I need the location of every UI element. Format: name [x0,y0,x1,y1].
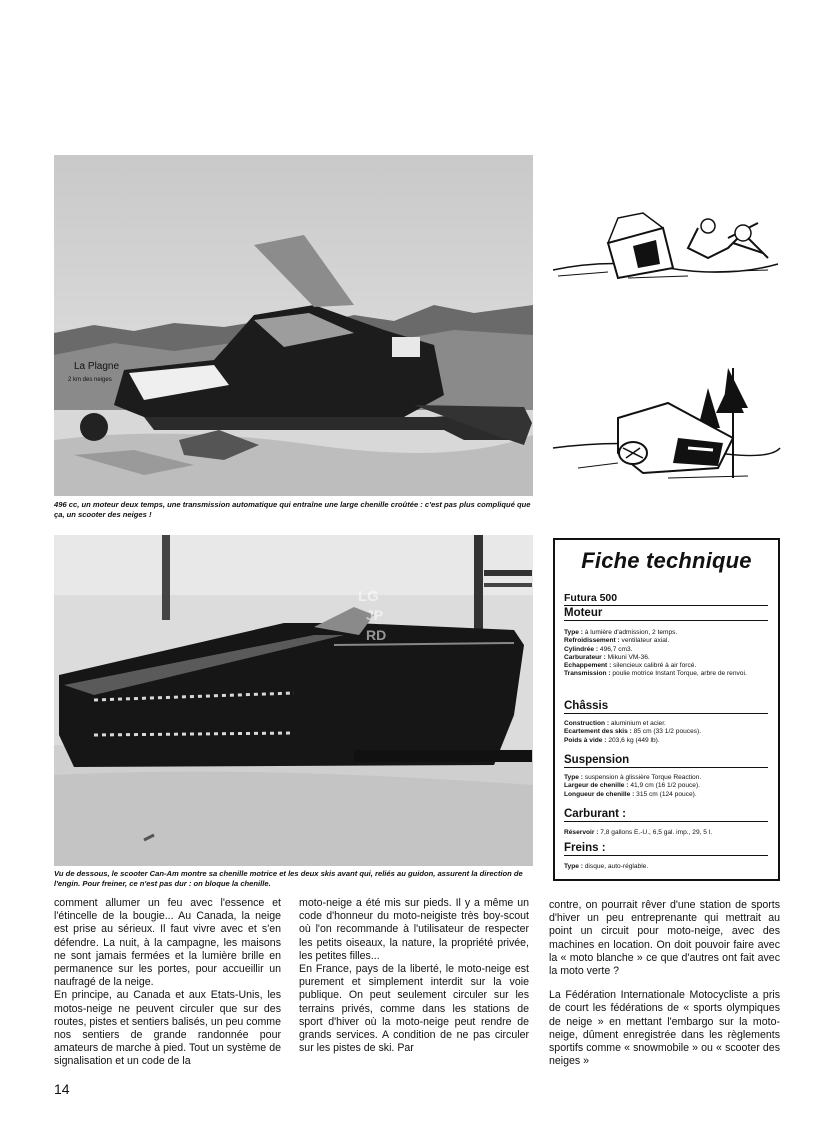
fiche-line: Type : à lumière d'admission, 2 temps. [564,629,678,636]
fiche-heading-suspension: Suspension [564,754,768,768]
sign-text-1: La Plagne [74,361,120,372]
body-paragraph: La Fédération Internationale Motocycliste a pris de court les fédérations de « sports olympiques de neige » en mettant l'embargo sur la moto-neige, dûment enregistrée dans les règlements sportifs comme « snowmobile » ou « scooter des neiges » [549,989,780,1068]
fiche-freins-lines [564,863,770,871]
fiche-line: Echappement : silencieux calibré à air forcé. [564,662,697,670]
fiche-line: Longueur de chenille : 315 cm (124 pouce). [564,790,697,798]
body-paragraph: moto-neige a été mis sur pieds. Il y a même un code d'honneur du moto-neigiste très boy-scout où l'on recommande à l'utilisateur de respecter les petits oiseaux, la nature, la propriété privée, les petites filles... [299,897,529,962]
fiche-technique-box [553,538,780,881]
fiche-line: Carburateur : Mikuni VM-36. [564,653,650,661]
fiche-line: Construction : aluminium et acier. [564,720,666,727]
illustration-crash [548,198,782,298]
fiche-heading-carburant: Carburant : [564,808,768,822]
photo-top-caption: 496 cc, un moteur deux temps, une transmission automatique qui entraîne une large chenille croûtée : c'est pas plus compliqué que ça, un scooter des neiges ! [54,500,531,519]
fiche-carburant-lines [564,829,770,837]
tree-crash-drawing [548,368,782,490]
body-paragraph: comment allumer un feu avec l'essence et l'étincelle de la bougie... Au Canada, la neige est prise au sérieux. Il faut vivre avec et s'en défendre. La nuit, à la campagne, les maisons ne sont jamais fermées et la lumière brille en permanence sur les portes, pour accueillir un naufragé de la neige. [54,897,281,989]
photo-snowmobile-underside [54,535,533,866]
fiche-line: Cylindrée : 496,7 cm3. [564,645,633,653]
fiche-line: Type : disque, auto-réglable. [564,863,649,870]
body-paragraph: En principe, au Canada et aux Etats-Unis, les motos-neige ne peuvent circuler que sur des routes, pistes et sentiers balisés, un peu comme nos sentiers de grande randonnée pour amateurs de marche à pied. Tout un système de signalisation et un code de la [54,989,281,1068]
fiche-line: Réservoir : 7,8 gallons E.-U., 6,5 gal. imp., 29, 5 l. [564,829,713,836]
watermark-line3: RD [366,627,387,643]
sign-text-2: 2 km des neiges [68,377,112,383]
fiche-line: Transmission : poulie motrice Instant Torque, arbre de renvoi. [564,670,747,678]
body-column-2 [299,897,529,1055]
snowmobile-underside-image [54,535,533,866]
illustration-tree-crash [548,368,782,490]
fiche-line: Ecartement des skis : 85 cm (33 1/2 pouces). [564,728,702,736]
body-paragraph: contre, on pourrait rêver d'une station de sports d'hiver un peu entreprenante qui mettrait au point un circuit pour moto-neige, avec des machines en location. On doit pouvoir faire avec la « moto blanche » ce que d'autres ont fait avec la moto verte ? [549,899,780,978]
page-number: 14 [54,1081,70,1097]
fiche-line: Largeur de chenille : 41,9 cm (16 1/2 pouce). [564,782,700,790]
fiche-model: Futura 500 [564,592,768,606]
body-paragraph: En France, pays de la liberté, le moto-neige est purement et simplement interdit sur la voie publique. On peut seulement circuler sur les terrains privés, comme dans les stations de sport d'hiver où la moto-neige peut rendre de grands services. A condition de ne pas circuler sur les pistes de ski. Par [299,963,529,1055]
crash-drawing [548,198,782,298]
snowmobile-side-image [54,155,533,496]
fiche-heading-freins: Freins : [564,842,768,856]
watermark-line2: JP [366,607,384,623]
photo-snowmobile-side [54,155,533,496]
body-column-1 [54,897,281,1069]
fiche-heading-chassis: Châssis [564,700,768,714]
body-column-3 [549,899,780,1068]
watermark-line1: LG [358,588,379,605]
fiche-line: Type : suspension à glissière Torque Reaction. [564,774,702,781]
fiche-line: Refroidissement : ventilateur axial. [564,637,670,645]
fiche-chassis-lines [564,720,770,745]
fiche-moteur-lines [564,629,770,679]
fiche-title: Fiche technique [581,548,752,573]
fiche-line: Poids à vide : 203,6 kg (449 lb). [564,736,660,744]
fiche-suspension-lines [564,774,770,799]
watermark-logo [328,580,408,655]
fiche-heading-moteur: Moteur [564,607,768,621]
photo-bottom-caption: Vu de dessous, le scooter Can-Am montre sa chenille motrice et les deux skis avant qui, reliés au guidon, assurent la direction de l'engin. Pour freiner, ce n'est pas dur : on bloque la chenille. [54,869,523,888]
